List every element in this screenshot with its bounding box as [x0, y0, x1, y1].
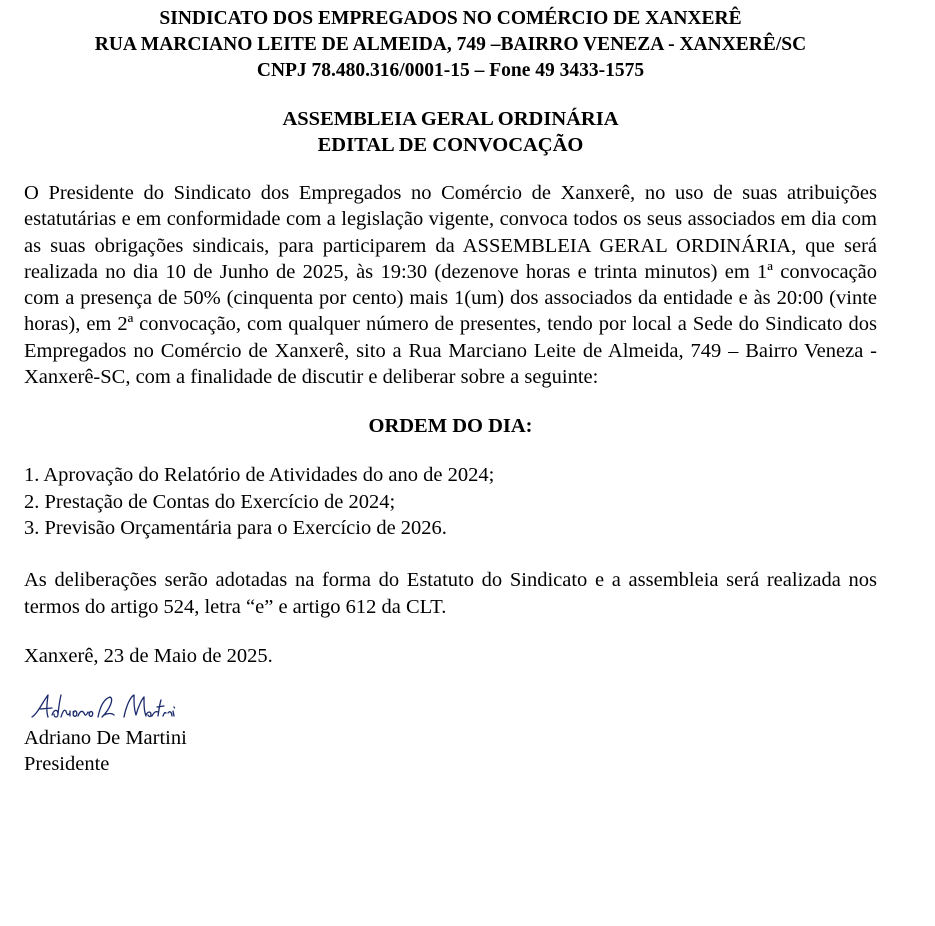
handwritten-signature [24, 691, 877, 725]
convocation-paragraph: O Presidente do Sindicato dos Empregados no Comércio de Xanxerê, no uso de suas atribuições estatutárias e em conformidade com a legislação vigente, convoca todos os seus associados em dia com as suas obrigações sindicais, para participarem da ASSEMBLEIA GERAL ORDINÁRIA, que será realizada no dia 10 de Junho de 2025, às 19:30 (dezenove horas e trinta minutos) em 1ª convocação com a presença de 50% (cinquenta por cento) mais 1(um) dos associados da entidade e às 20:00 (vinte horas), em 2ª convocação, com qualquer número de presentes, tendo por local a Sede do Sindicato dos Empregados no Comércio de Xanxerê, sito a Rua Marciano Leite de Almeida, 749 – Bairro Veneza - Xanxerê-SC, com a finalidade de discutir e deliberar sobre a seguinte: [24, 182, 877, 389]
union-name: SINDICATO DOS EMPREGADOS NO COMÉRCIO DE XANXERÊ [159, 8, 742, 29]
signatory-name: Adriano De Martini [24, 727, 187, 750]
union-address: RUA MARCIANO LEITE DE ALMEIDA, 749 –BAIRRO VENEZA - XANXERÊ/SC [94, 34, 807, 55]
union-cnpj-phone: CNPJ 78.480.316/0001-15 – Fone 49 3433-1575 [256, 60, 645, 81]
closing-paragraph: As deliberações serão adotadas na forma do Estatuto do Sindicato e a assembleia será realizada nos termos do artigo 524, letra “e” e artigo 612 da CLT. [24, 569, 877, 618]
assembly-title: ASSEMBLEIA GERAL ORDINÁRIA [282, 108, 619, 130]
document [24, 6, 877, 777]
agenda-item: 1. Aprovação do Relatório de Atividades do ano de 2024; [24, 464, 495, 487]
agenda-list [24, 462, 877, 541]
agenda-title: ORDEM DO DIA: [368, 415, 533, 438]
signatory-role: Presidente [24, 753, 110, 776]
letterhead [24, 6, 877, 84]
document-title [24, 106, 877, 158]
convocation-body [24, 180, 877, 390]
signature-image [30, 691, 180, 725]
place-and-date: Xanxerê, 23 de Maio de 2025. [24, 644, 273, 667]
notice-title: EDITAL DE CONVOCAÇÃO [317, 134, 584, 156]
agenda-item: 2. Prestação de Contas do Exercício de 2024; [24, 490, 396, 513]
agenda-item: 3. Previsão Orçamentária para o Exercício de 2026. [24, 516, 447, 539]
